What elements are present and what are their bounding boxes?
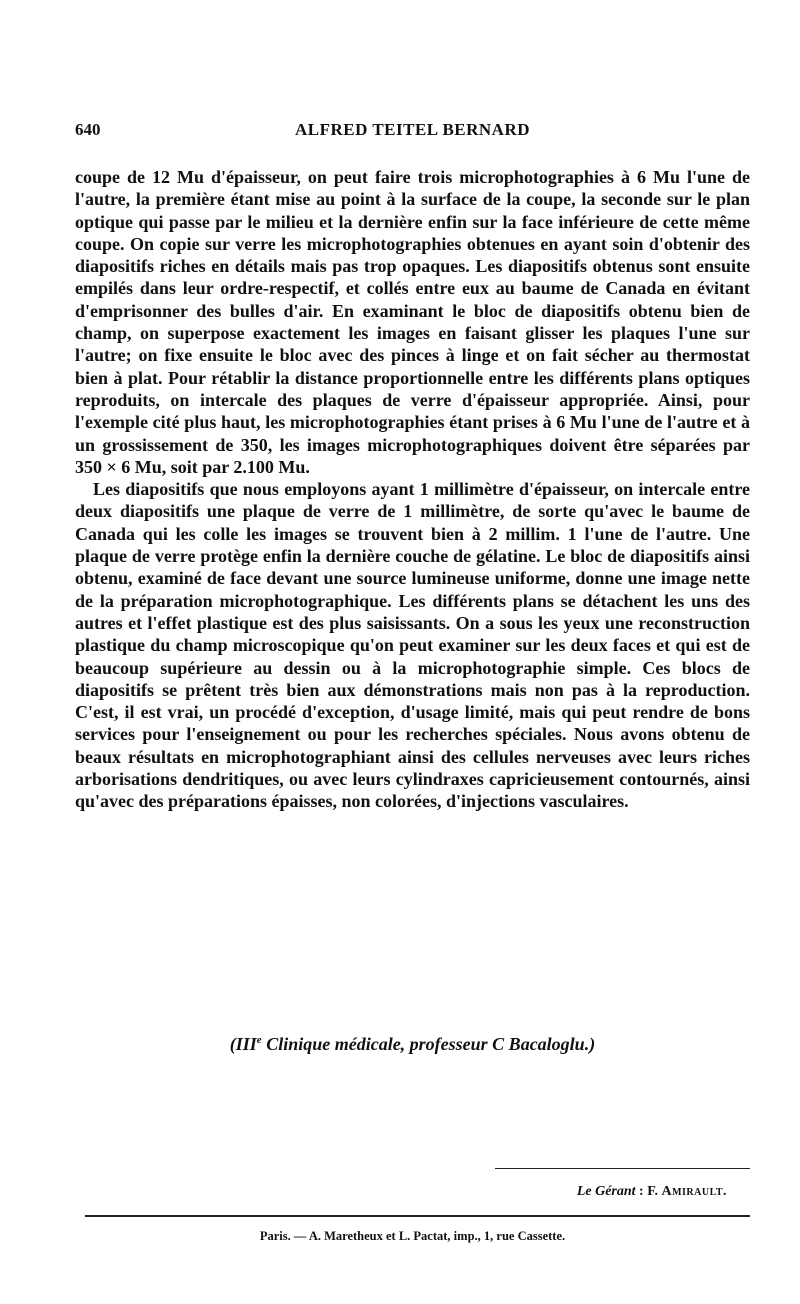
gerant-name: Amirault.	[661, 1184, 727, 1199]
paragraph: Les diapositifs que nous employons ayant 1 millimètre d'épaisseur, on intercale entre deux diapositifs une plaque de verre de 1 millimètre, de sorte qu'avec le baume de Canada qui les colle les images se trouvent bien à 2 millim. 1 l'une de l'autre. Une plaque de verre protège enfin la dernière couche de gélatine. Le bloc de diapositifs ainsi obtenu, examiné de face devant une source lumineuse uniforme, donne une image nette de la préparation microphotographique. Les différents plans se détachent les uns des autres et l'effet plastique est des plus saisissants. On a sous les yeux une reconstruction plastique du champ microscopique qu'on peut examiner sur les deux faces et qui est de beaucoup supérieure au dessin ou à la microphotographie simple. Ces blocs de diapositifs se prêtent très bien aux démonstrations mais non pas à la reproduction. C'est, il est vrai, un procédé d'exception, d'usage limité, mais qui peut rendre de bons services pour l'enseignement ou pour les recherches spéciales. Nous avons obtenu de beaux résultats en microphotographiant ainsi des cellules nerveuses avec leurs riches arborisations dendritiques, ou avec leurs cylindraxes capricieusement contournés, ainsi qu'avec des préparations épaisses, non colorées, d'injections vasculaires.	[75, 479, 750, 812]
gerant-label: Le Gérant	[576, 1184, 636, 1199]
running-header	[75, 120, 750, 150]
printer-imprint: Paris. — A. Maretheux et L. Pactat, imp., 1, rue Cassette.	[259, 1229, 566, 1243]
source-note-open: (	[229, 1034, 236, 1054]
source-note	[75, 1034, 750, 1055]
divider-long	[85, 1215, 750, 1217]
page-number: 640	[75, 120, 101, 139]
paragraph-continued: coupe de 12 Mu d'épaisseur, on peut faire trois microphotographies à 6 Mu l'une de l'autre, la première étant mise au point à la surface de la coupe, la seconde sur le plan optique qui passe par le milieu et la dernière enfin sur la face inférieure de cette même coupe. On copie sur verre les microphotographies obtenues en ayant soin d'obtenir des diapositifs riches en détails mais pas trop opaques. Les diapositifs obtenus sont ensuite empilés dans leur ordre-respectif, et collés entre eux au baume de Canada en évitant d'emprisonner des bulles d'air. En examinant le bloc de diapositifs obtenu bien de champ, on superpose exactement les images en faisant glisser les plaques l'une sur l'autre; on fixe ensuite le bloc avec des pinces à linge et on fait sécher au thermostat bien à plat. Pour rétablir la distance proportionnelle entre les différents plans optiques reproduits, on intercale des plaques de verre d'épaisseur appropriée. Ainsi, pour l'exemple cité plus haut, les microphotographies étant prises à 6 Mu l'une de l'autre et à un grossissement de 350, les images microphotographiques doivent être séparées par 350 × 6 Mu, soit par 2.100 Mu.	[75, 167, 750, 477]
source-note-roman: III	[235, 1034, 257, 1054]
gerant-line	[495, 1184, 727, 1200]
divider-short	[495, 1168, 750, 1169]
source-note-superscript: e	[256, 1034, 262, 1046]
article-body	[75, 166, 750, 813]
gerant-separator: : F.	[635, 1184, 662, 1199]
source-note-rest: Clinique médicale, professeur C Bacaloglu.)	[261, 1034, 596, 1054]
running-title: ALFRED TEITEL BERNARD	[294, 120, 531, 139]
